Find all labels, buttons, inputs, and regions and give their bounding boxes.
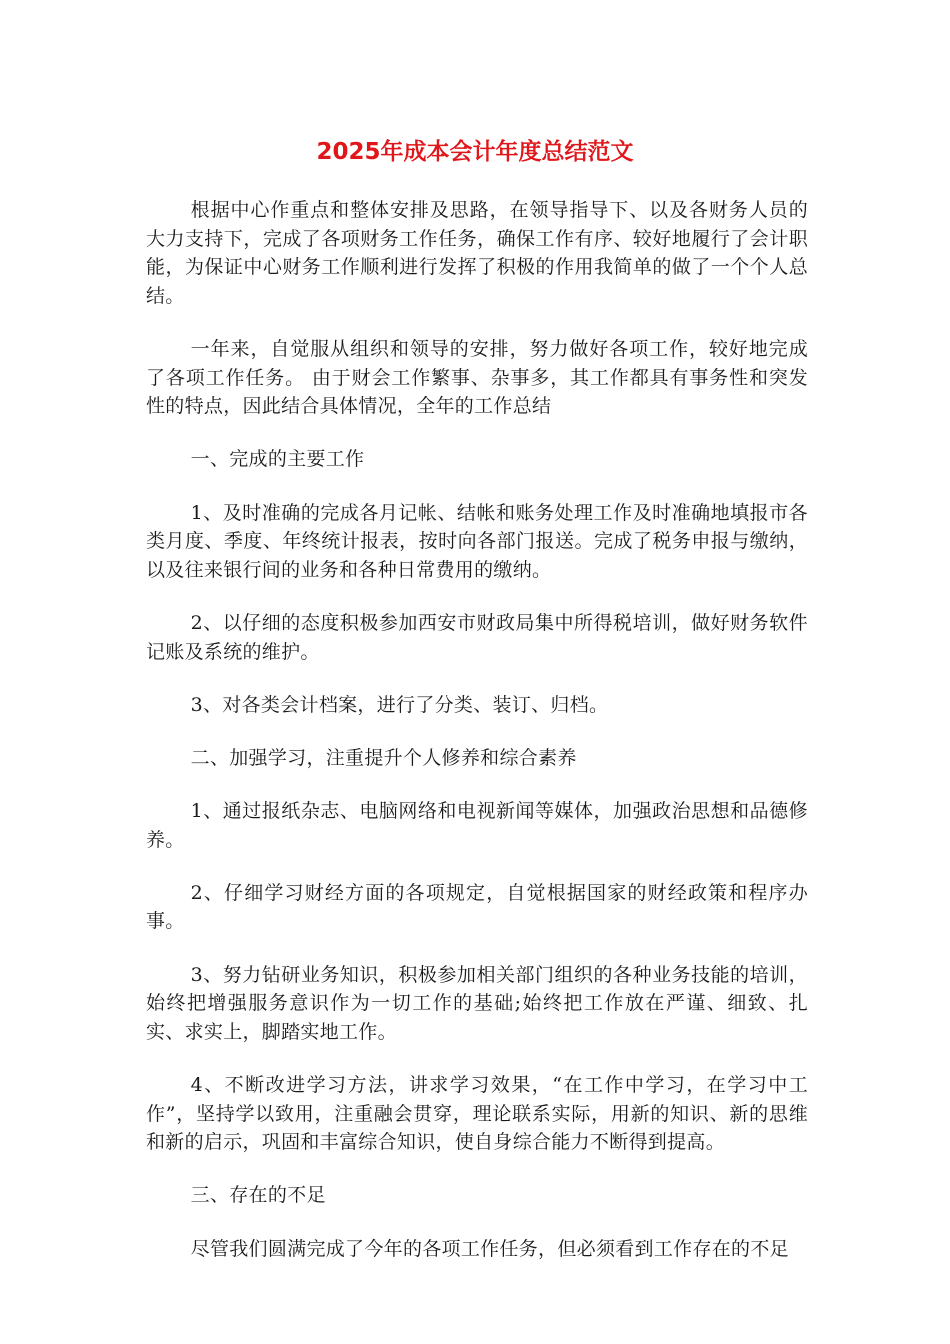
- document-title: 2025年成本会计年度总结范文: [316, 139, 634, 165]
- document-body: [146, 196, 808, 1288]
- list-item-main-work-3: 3、对各类会计档案，进行了分类、装订、归档。: [190, 693, 609, 716]
- paragraph-overview: 一年来，自觉服从组织和领导的安排，努力做好各项工作，较好地完成了各项工作任务。 由于财会工作繁事、杂事多，其工作都具有事务性和突发性的特点，因此结合具体情况，全年的工作总结: [146, 337, 808, 418]
- list-item-study-2: 2、仔细学习财经方面的各项规定，自觉根据国家的财经政策和程序办事。: [146, 881, 808, 933]
- list-item-study-3: 3、努力钻研业务知识，积极参加相关部门组织的各种业务技能的培训，始终把增强服务意识作为一切工作的基础;始终把工作放在严谨、细致、扎实、求实上，脚踏实地工作。: [146, 963, 808, 1043]
- section-heading-main-work: 一、完成的主要工作: [190, 448, 365, 471]
- list-item-main-work-2: 2、以仔细的态度积极参加西安市财政局集中所得税培训，做好财务软件记账及系统的维护。: [146, 611, 808, 663]
- paragraph-shortcomings: 尽管我们圆满完成了今年的各项工作任务，但必须看到工作存在的不足: [190, 1237, 789, 1260]
- list-item-main-work-1: 1、及时准确的完成各月记帐、结帐和账务处理工作及时准确地填报市各类月度、季度、年终统计报表，按时向各部门报送。完成了税务申报与缴纳，以及往来银行间的业务和各种日常费用的缴纳。: [146, 501, 808, 581]
- list-item-study-4: 4、不断改进学习方法，讲求学习效果，“在工作中学习，在学习中工作”，坚持学以致用，注重融会贯穿，理论联系实际，用新的知识、新的思维和新的启示，巩固和丰富综合知识，使自身综合能力不断得到提高。: [146, 1074, 808, 1154]
- paragraph-intro: 根据中心作重点和整体安排及思路，在领导指导下、以及各财务人员的大力支持下，完成了各项财务工作任务，确保工作有序、较好地履行了会计职能，为保证中心财务工作顺利进行发挥了积极的作用我简单的做了一个个人总结。: [146, 199, 808, 307]
- list-item-study-1: 1、通过报纸杂志、电脑网络和电视新闻等媒体，加强政治思想和品德修养。: [146, 800, 808, 851]
- section-heading-study: 二、加强学习，注重提升个人修养和综合素养: [190, 746, 577, 769]
- section-heading-shortcomings: 三、存在的不足: [190, 1184, 326, 1207]
